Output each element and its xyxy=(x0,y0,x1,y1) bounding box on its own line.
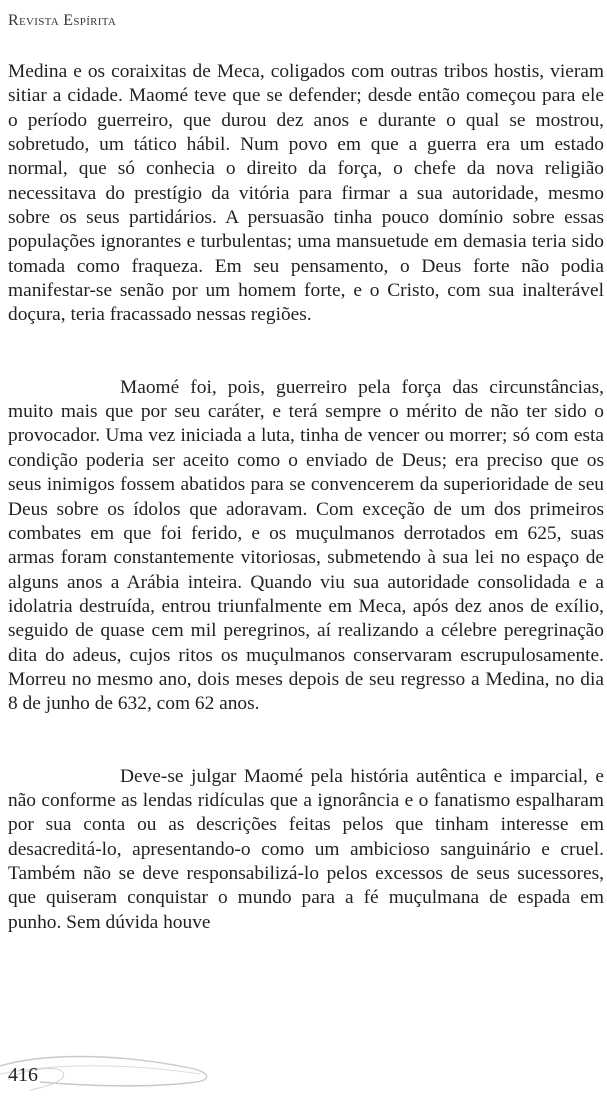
paragraph-1: Medina e os coraixitas de Meca, coligados com outras tribos hostis, vieram sitiar a cidade. Maomé teve que se defender; desde então começou para ele o período guerreiro, que durou dez anos e durante o qual se mostrou, sobretudo, um tático hábil. Num povo em que a guerra era um estado normal, que só conhecia o direito da força, o chefe da nova religião necessitava do prestígio da vitória para firmar a sua autoridade, mesmo sobre os seus partidários. A persuasão tinha pouco domínio sobre essas populações ignorantes e turbulentas; uma mansuetude em demasia teria sido tomada como fraqueza. Em seu pensamento, o Deus forte não podia manifestar-se senão por um homem forte, e o Cristo, com sua inalterável doçura, teria fracassado nessas regiões. xyxy=(8,61,604,326)
paragraph-2: Maomé foi, pois, guerreiro pela força das circunstâncias, muito mais que por seu caráter, e terá sempre o mérito de não ter sido o provocador. Uma vez iniciada a luta, tinha de vencer ou morrer; só com esta condição poderia ser aceito como o enviado de Deus; era preciso que os seus inimigos fossem abatidos para se convencerem da superioridade de seu Deus sobre os ídolos que adoravam. Com exceção de um dos primeiros combates em que foi ferido, e os muçulmanos derrotados em 625, suas armas foram constantemente vitoriosas, submetendo à sua lei no espaço de alguns anos a Arábia inteira. Quando viu sua autoridade consolidada e a idolatria destruída, entrou triunfalmente em Meca, após dez anos de exílio, seguido de quase cem mil peregrinos, aí realizando a célebre peregrinação dita do adeus, cujos ritos os muçulmanos conservaram escrupulosamente. Morreu no mesmo ano, dois meses depois de seu regresso a Medina, no dia 8 de junho de 632, com 62 anos. xyxy=(8,376,604,715)
paragraph-3: Deve-se julgar Maomé pela história autêntica e imparcial, e não conforme as lendas ridículas que a ignorância e o fanatismo espalharam por sua conta ou as descrições feitas pelos que tinham interesse em desacreditá-lo, apresentando-o como um ambicioso sanguinário e cruel. Também não se deve responsabilizá-lo pelos excessos de seus sucessores, que quiseram conquistar o mundo para a fé muçulmana de espada em punho. Sem dúvida houve xyxy=(8,765,604,933)
body-text xyxy=(8,60,604,935)
page-number: 416 xyxy=(8,1064,38,1086)
running-header: Revista Espírita xyxy=(8,12,117,29)
